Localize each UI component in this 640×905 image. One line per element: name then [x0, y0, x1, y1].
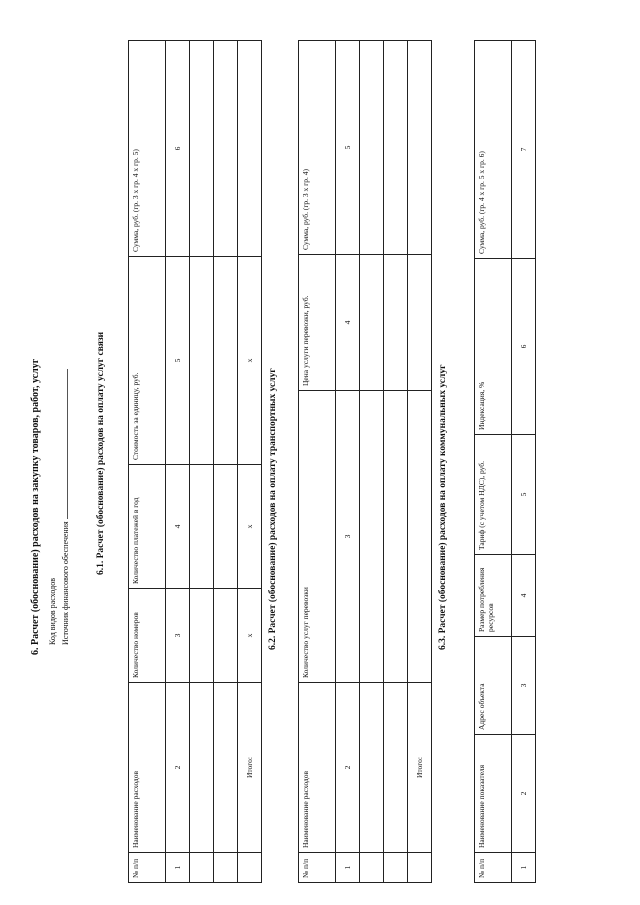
section-title-6-2: 6.2. Расчет (обоснование) расходов на оплату транспортных услуг — [268, 368, 278, 650]
table-row — [190, 41, 214, 883]
table-cell[interactable] — [214, 41, 238, 257]
total-row — [408, 41, 432, 883]
column-number: 1 — [166, 853, 190, 883]
header-cell: Адрес объекта — [475, 637, 512, 735]
column-number: 3 — [336, 391, 360, 683]
table-cell[interactable] — [408, 391, 432, 683]
table-cell[interactable] — [384, 41, 408, 255]
header-cell: Количество услуг перевозки — [299, 391, 336, 683]
column-number: 4 — [166, 465, 190, 589]
header-cell: № п/п — [299, 853, 336, 883]
table-cell[interactable] — [384, 683, 408, 853]
table-row — [214, 41, 238, 883]
table-cell[interactable] — [190, 589, 214, 683]
table-transport-services — [298, 40, 432, 883]
table-cell[interactable] — [214, 257, 238, 465]
column-number: 2 — [512, 735, 536, 853]
table-cell[interactable] — [190, 683, 214, 853]
table-cell — [408, 853, 432, 883]
table-cell[interactable] — [190, 465, 214, 589]
table-cell[interactable] — [214, 465, 238, 589]
section-title-6-3: 6.3. Расчет (обоснование) расходов на оплату коммунальных услуг — [438, 364, 448, 650]
column-number: 3 — [512, 637, 536, 735]
header-cell: Тариф (с учетом НДС), руб. — [475, 435, 512, 555]
total-row — [238, 41, 262, 883]
total-value-cell[interactable] — [238, 41, 262, 257]
expense-code-row — [48, 578, 57, 645]
table-cell[interactable] — [384, 391, 408, 683]
document-heading: 6. Расчет (обоснование) расходов на закупку товаров, работ, услуг — [30, 358, 41, 655]
column-number: 2 — [166, 683, 190, 853]
table-cell[interactable] — [360, 853, 384, 883]
header-cell: Наименование расходов — [129, 683, 166, 853]
header-cell: Цена услуги перевозки, руб. — [299, 255, 336, 391]
column-number: 5 — [166, 257, 190, 465]
header-cell: Наименование расходов — [299, 683, 336, 853]
header-cell: Размер потребления ресурсов — [475, 555, 512, 637]
column-number: 5 — [336, 41, 360, 255]
total-label: Итого: — [238, 683, 262, 853]
table-header-row — [475, 41, 512, 883]
table-cell[interactable] — [360, 41, 384, 255]
table-cell[interactable] — [214, 589, 238, 683]
table-utility-services — [474, 40, 536, 883]
table-cell[interactable] — [384, 853, 408, 883]
table-communication-services — [128, 40, 262, 883]
column-number-row — [166, 41, 190, 883]
table-row — [384, 41, 408, 883]
header-cell: Наименование показателя — [475, 735, 512, 853]
table-header-row — [129, 41, 166, 883]
table-cell[interactable] — [360, 391, 384, 683]
column-number: 5 — [512, 435, 536, 555]
header-cell: Стоимость за единицу, руб. — [129, 257, 166, 465]
column-number: 2 — [336, 683, 360, 853]
header-cell: Количество платежей в год — [129, 465, 166, 589]
table-cell[interactable] — [360, 683, 384, 853]
table-cell — [238, 853, 262, 883]
header-cell: Сумма, руб. (гр. 4 x гр. 5 x гр. 6) — [475, 41, 512, 259]
table-cell[interactable] — [190, 853, 214, 883]
header-cell: Индексация, % — [475, 259, 512, 435]
column-number: 3 — [166, 589, 190, 683]
expense-code-label: Код видов расходов — [48, 578, 57, 645]
total-mark: х — [238, 465, 262, 589]
total-label: Итого: — [408, 683, 432, 853]
funding-source-row — [59, 369, 70, 645]
column-number: 7 — [512, 41, 536, 259]
total-value-cell[interactable] — [408, 41, 432, 255]
column-number: 6 — [166, 41, 190, 257]
column-number: 4 — [336, 255, 360, 391]
table-cell[interactable] — [190, 257, 214, 465]
funding-source-label: Источник финансового обеспечения — [61, 521, 70, 645]
table-cell[interactable] — [214, 853, 238, 883]
header-cell: Сумма, руб. (гр. 3 x гр. 4) — [299, 41, 336, 255]
total-mark: х — [238, 257, 262, 465]
table-header-row — [299, 41, 336, 883]
column-number-row — [512, 41, 536, 883]
table-cell[interactable] — [408, 255, 432, 391]
column-number: 6 — [512, 259, 536, 435]
column-number: 1 — [512, 853, 536, 883]
table-cell[interactable] — [360, 255, 384, 391]
column-number: 4 — [512, 555, 536, 637]
column-number-row — [336, 41, 360, 883]
funding-source-field[interactable] — [59, 369, 68, 519]
table-cell[interactable] — [190, 41, 214, 257]
column-number: 1 — [336, 853, 360, 883]
header-cell: Количество номеров — [129, 589, 166, 683]
section-title-6-1: 6.1. Расчет (обоснование) расходов на оплату услуг связи — [96, 331, 106, 575]
table-row — [360, 41, 384, 883]
table-cell[interactable] — [384, 255, 408, 391]
total-mark: х — [238, 589, 262, 683]
header-cell: Сумма, руб. (гр. 3 x гр. 4 x гр. 5) — [129, 41, 166, 257]
table-cell[interactable] — [214, 683, 238, 853]
header-cell: № п/п — [129, 853, 166, 883]
header-cell: № п/п — [475, 853, 512, 883]
